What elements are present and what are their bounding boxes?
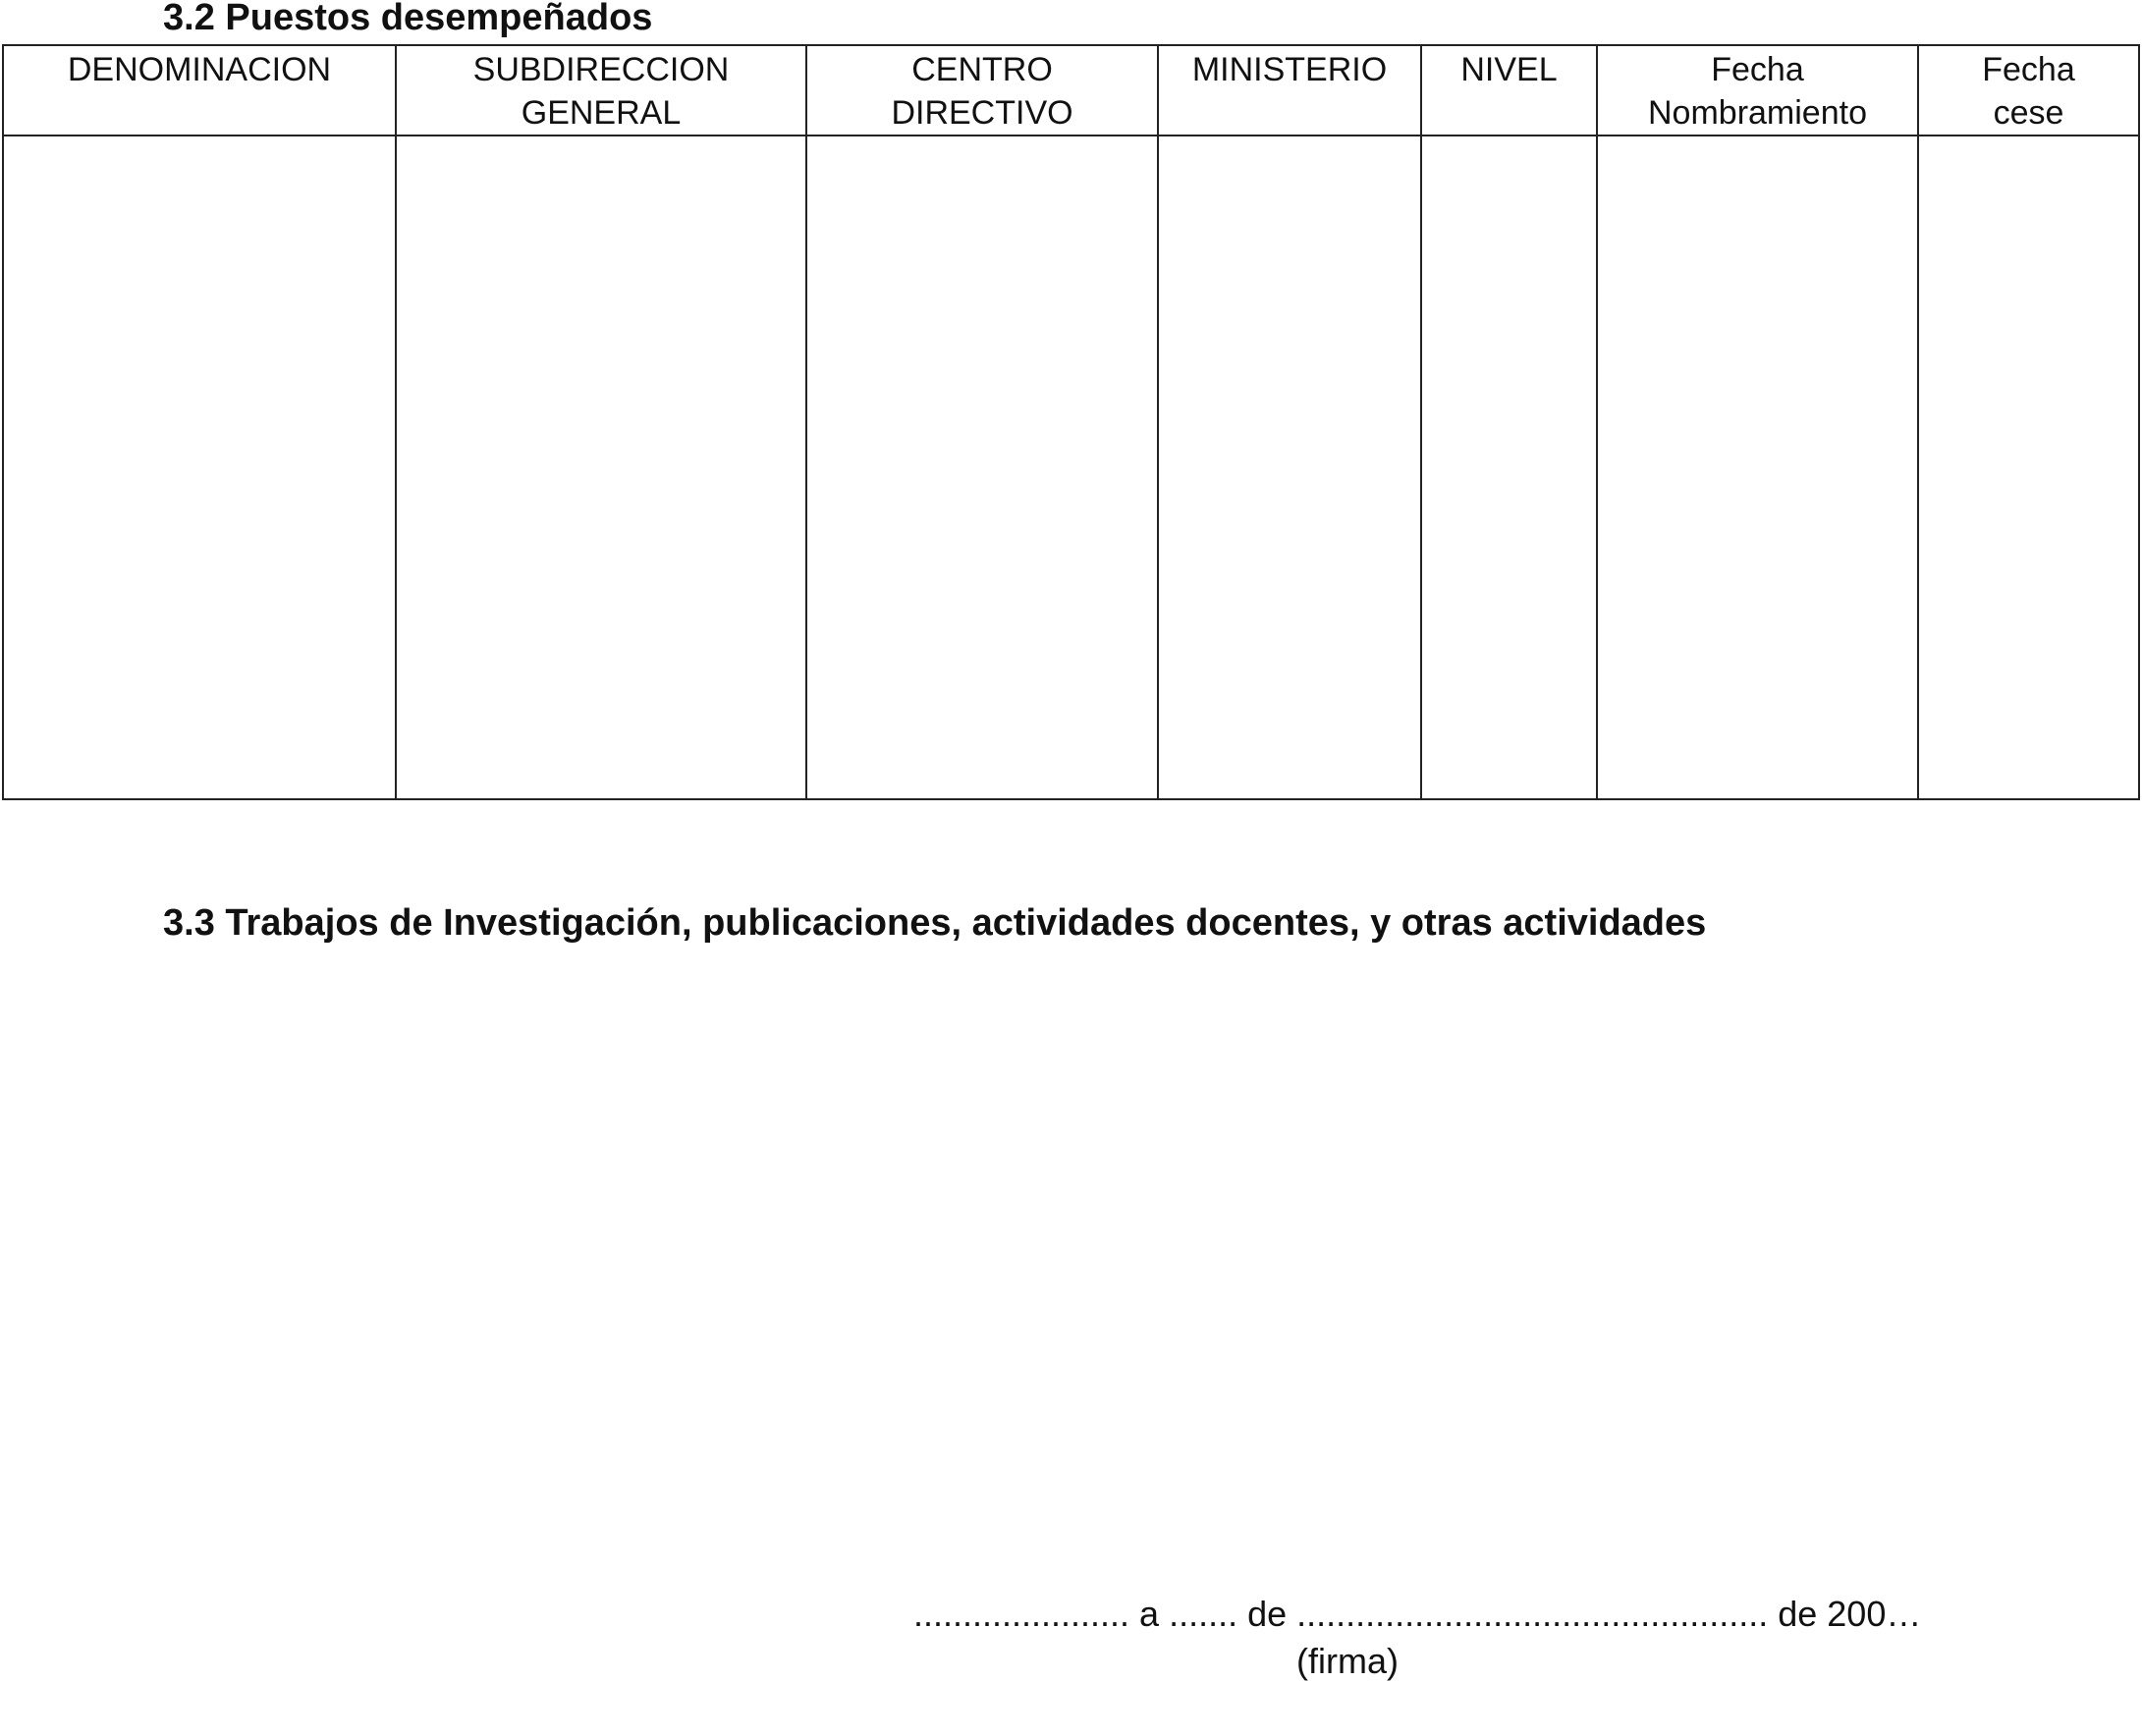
column-header-nivel: NIVEL [1421,45,1597,136]
cell-subdireccion-general[interactable] [396,136,806,799]
cell-denominacion[interactable] [3,136,396,799]
column-header-subdireccion-general: SUBDIRECCION GENERAL [396,45,806,136]
cell-ministerio[interactable] [1158,136,1421,799]
signature-label: (firma) [1296,1641,1399,1681]
cell-nivel[interactable] [1421,136,1597,799]
cell-fecha-nombramiento[interactable] [1597,136,1918,799]
cell-centro-directivo[interactable] [806,136,1158,799]
signature-date-line: ...................... a ....... de ................................................ de 200… [913,1594,1922,1634]
column-header-centro-directivo: CENTRO DIRECTIVO [806,45,1158,136]
section-title-puestos: 3.2 Puestos desempeñados [163,0,653,38]
column-header-ministerio: MINISTERIO [1158,45,1421,136]
table-header-row [3,45,2139,136]
cell-fecha-cese[interactable] [1918,136,2139,799]
column-header-fecha-cese: Fecha cese [1918,45,2139,136]
table-row [3,136,2139,799]
puestos-table [2,44,2140,800]
column-header-fecha-nombramiento: Fecha Nombramiento [1597,45,1918,136]
column-header-denominacion: DENOMINACION [3,45,396,136]
section-title-trabajos: 3.3 Trabajos de Investigación, publicaciones, actividades docentes, y otras actividades [163,902,1707,944]
